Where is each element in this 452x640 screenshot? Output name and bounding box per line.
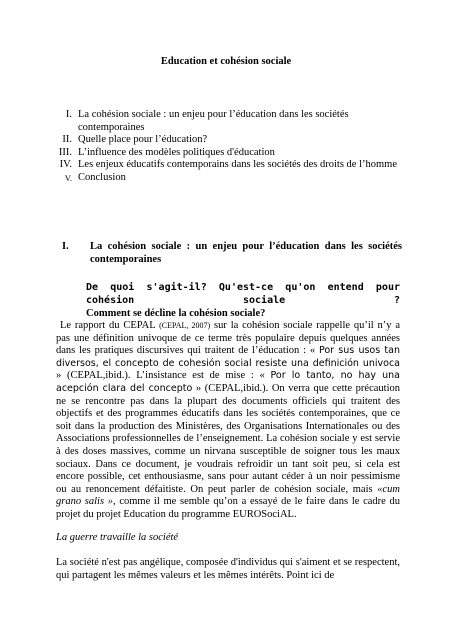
body-paragraph	[56, 320, 400, 522]
toc-text: L’influence des modèles politiques d'éducation	[78, 146, 275, 158]
toc-number: III.	[58, 146, 72, 158]
question-line: De quoi s'agit-il? Qu'est-ce qu'on entend pour cohésion sociale ?	[86, 282, 400, 306]
toc-text: Quelle place pour l’éducation?	[78, 134, 208, 146]
toc-number: I.	[65, 109, 72, 120]
spanish-quote: Por sus usos tan diversos, el concepto de cohesión social resiste una definición univoca	[56, 345, 400, 369]
latin-phrase: «cum grano salis »	[56, 483, 400, 508]
paragraph-text: Le rapport du CEPAL	[60, 320, 160, 331]
toc-item	[40, 159, 410, 172]
paragraph-text: » (CEPAL,ibid.). On verra que cette précaution ne se rencontre pas dans la plupart des documents officiels qui traitent des objectifs et des programmes éducatifs dans les sociétés contemporaines, que ce soit dans la production des Ministères, des Organisations Internationales ou des Associations professionnelles de l’enseignement. La cohésion sociale y est servie à des doses massives, comme un nirvana susceptible de soigner tous les maux sociaux. Dans ce document, je voudrais refroidir un tant soit peu, si cela est encore possible, cet enthousiasme, sans pour autant céder à un noir pessimisme ou au renoncement défaitiste. On peut parler de cohésion sociale, mais	[56, 382, 400, 495]
section-number: I.	[62, 241, 69, 252]
paragraph-text: , comme il me semble qu’on a essayé de le faire dans le cadre du projet du projet Education du programme EUROSociAL.	[56, 496, 401, 520]
question-line: Comment se décline la cohésion sociale?	[86, 308, 266, 319]
toc-number: IV.	[59, 159, 72, 171]
toc-text: Conclusion	[78, 171, 126, 183]
citation: (CEPAL, 2007)	[159, 321, 211, 330]
toc-item	[40, 147, 410, 160]
section-question	[86, 281, 400, 320]
toc-number: V.	[64, 172, 72, 183]
spanish-quote: Por lo tanto, no hay una acepción clara del concepto	[56, 370, 400, 394]
subheading: La guerre travaille la société	[56, 532, 179, 543]
document-title: Education et cohésion sociale	[160, 56, 292, 67]
toc-item	[40, 172, 410, 185]
toc-text: La cohésion sociale : un enjeu pour l’éducation dans les sociétés contemporaines	[78, 109, 349, 133]
toc-item	[40, 109, 410, 134]
body-paragraph: La société n'est pas angélique, composée d'individus qui s'aiment et se respectent, qui partagent les mêmes valeurs et les mêmes intérêts. Point ici de	[56, 557, 400, 581]
section-title: La cohésion sociale : un enjeu pour l’éducation dans les sociétés contemporaines	[90, 241, 402, 265]
toc-text: Les enjeux éducatifs contemporains dans les sociétés des droits de l’homme	[78, 159, 397, 171]
section-heading	[62, 240, 402, 266]
paragraph-text: sur la cohésion sociale rappelle qu’il n’y a pas une définition univoque de ce terme très populaire depuis quelques années dans les pratiques discursives qui traitent de l’éducation : «	[56, 320, 401, 357]
paragraph-text: » (CEPAL,ibid.). L’insistance est de mise : «	[56, 370, 271, 382]
toc-number: II.	[62, 134, 72, 146]
table-of-contents	[40, 109, 410, 185]
toc-item	[40, 134, 410, 147]
